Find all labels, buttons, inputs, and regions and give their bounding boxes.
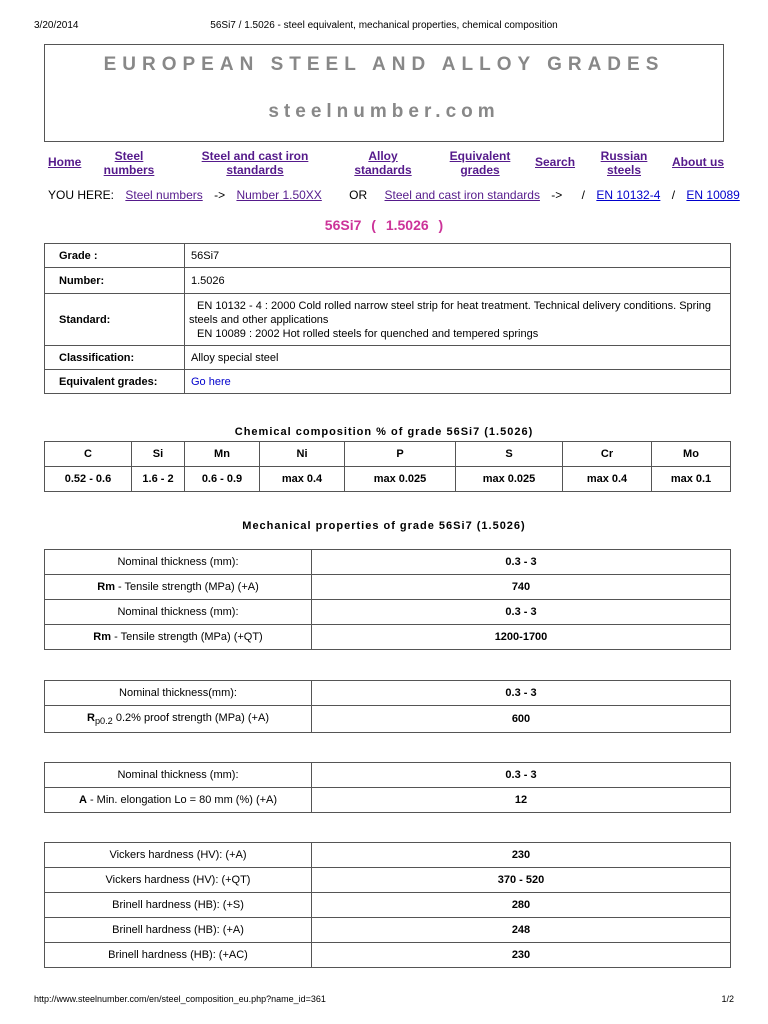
chem-caption: Chemical composition % of grade 56Si7 (1.5026) [234, 426, 534, 438]
chem-value-cell: max 0.025 [456, 467, 563, 492]
prop-subscript: p0.2 [94, 716, 113, 727]
breadcrumb-standards[interactable]: Steel and cast iron standards [384, 188, 540, 202]
prop-value: 0.3 - 3 [312, 681, 731, 706]
tensile-strength-table [44, 549, 731, 650]
nav-equivalent-grades[interactable]: Equivalent grades [449, 149, 511, 177]
prop-symbol: Rm [93, 631, 112, 643]
standard-value [185, 294, 731, 346]
classification-label: Classification: [45, 346, 185, 370]
breadcrumb-slash: / [581, 188, 585, 202]
print-footer-url: http://www.steelnumber.com/en/steel_composition_eu.php?name_id=361 [34, 994, 326, 1004]
prop-symbol: R [87, 711, 95, 724]
breadcrumb-arrow: -> [551, 188, 563, 202]
elongation-table [44, 762, 731, 813]
prop-label [45, 625, 312, 650]
prop-label: Brinell hardness (HB): (+AC) [45, 943, 312, 968]
chem-value-cell: 0.6 - 0.9 [185, 467, 260, 492]
prop-label [45, 575, 312, 600]
number-value: 1.5026 [185, 268, 731, 294]
standard-label: Standard: [45, 294, 185, 346]
prop-value: 230 [312, 843, 731, 868]
chem-header-cell: Si [132, 442, 185, 467]
classification-value: Alloy special steel [185, 346, 731, 370]
chem-header-cell: Mn [185, 442, 260, 467]
grade-value: 56Si7 [185, 244, 731, 268]
prop-label-text: - Tensile strength (MPa) (+A) [114, 581, 259, 593]
banner-domain: steelnumber.com [268, 101, 500, 122]
grade-label: Grade : [45, 244, 185, 268]
print-date: 3/20/2014 [34, 20, 79, 31]
nav-russian-steels[interactable]: Russian steels [600, 149, 648, 177]
breadcrumb-en10132[interactable]: EN 10132-4 [596, 188, 661, 202]
breadcrumb-en10089[interactable]: EN 10089 [686, 188, 740, 202]
prop-symbol: A [78, 794, 87, 806]
chem-value-cell: 1.6 - 2 [132, 467, 185, 492]
prop-label: Brinell hardness (HB): (+S) [45, 893, 312, 918]
chem-value-cell: max 0.4 [563, 467, 652, 492]
equivalent-label: Equivalent grades: [45, 370, 185, 394]
print-page-number: 1/2 [721, 994, 734, 1004]
prop-value: 0.3 - 3 [312, 550, 731, 575]
chem-value-cell: max 0.1 [652, 467, 731, 492]
prop-label: Nominal thickness (mm): [45, 550, 312, 575]
chemical-composition-table [44, 441, 731, 492]
chem-header-cell: P [345, 442, 456, 467]
breadcrumb-arrow: -> [214, 188, 226, 202]
breadcrumb-steel-numbers[interactable]: Steel numbers [125, 188, 203, 202]
prop-value: 370 - 520 [312, 868, 731, 893]
proof-strength-table [44, 680, 731, 733]
nav-search[interactable]: Search [535, 155, 576, 169]
chem-value-cell: max 0.025 [345, 467, 456, 492]
chem-value-cell: 0.52 - 0.6 [45, 467, 132, 492]
prop-label: Vickers hardness (HV): (+QT) [45, 868, 312, 893]
standard-en10132: EN 10132 - 4 : 2000 Cold rolled narrow steel strip for heat treatment. Technical delivery conditions. Spring steels and other applications [189, 299, 712, 326]
nav-steel-cast-iron[interactable]: Steel and cast iron standards [201, 149, 309, 177]
breadcrumb [48, 188, 748, 202]
prop-label [45, 788, 312, 813]
nav-home[interactable]: Home [48, 155, 82, 169]
prop-value: 740 [312, 575, 731, 600]
prop-label-text: 0.2% proof strength (MPa) (+A) [112, 711, 269, 724]
prop-label: Brinell hardness (HB): (+A) [45, 918, 312, 943]
prop-label: Nominal thickness(mm): [45, 681, 312, 706]
chem-header-cell: S [456, 442, 563, 467]
main-nav [0, 149, 768, 179]
mech-caption: Mechanical properties of grade 56Si7 (1.5026) [242, 520, 526, 532]
prop-label: Nominal thickness (mm): [45, 763, 312, 788]
prop-value: 0.3 - 3 [312, 763, 731, 788]
breadcrumb-prefix: YOU HERE: [48, 188, 115, 202]
nav-alloy-standards[interactable]: Alloy standards [354, 149, 412, 177]
nav-steel-numbers[interactable]: Steel numbers [103, 149, 155, 177]
prop-value: 230 [312, 943, 731, 968]
prop-value: 600 [312, 706, 731, 733]
chem-header-cell: C [45, 442, 132, 467]
standard-en10089: EN 10089 : 2002 Hot rolled steels for quenched and tempered springs [197, 327, 539, 340]
hardness-table [44, 842, 731, 968]
prop-value: 0.3 - 3 [312, 600, 731, 625]
grade-info-table [44, 243, 731, 394]
nav-about-us[interactable]: About us [672, 155, 724, 169]
breadcrumb-or: OR [349, 188, 368, 202]
site-banner [44, 44, 724, 142]
prop-symbol: Rm [97, 581, 115, 593]
grade-heading: 56Si7 ( 1.5026 ) [324, 217, 444, 233]
prop-label [45, 706, 312, 733]
number-label: Number: [45, 268, 185, 294]
banner-title: EUROPEAN STEEL AND ALLOY GRADES [103, 54, 665, 75]
print-page-title: 56Si7 / 1.5026 - steel equivalent, mechanical properties, chemical composition [210, 20, 558, 31]
breadcrumb-number[interactable]: Number 1.50XX [236, 188, 322, 202]
prop-value: 280 [312, 893, 731, 918]
prop-label-text: - Min. elongation Lo = 80 mm (%) (+A) [86, 794, 278, 806]
prop-label: Nominal thickness (mm): [45, 600, 312, 625]
prop-value: 248 [312, 918, 731, 943]
prop-value: 1200-1700 [312, 625, 731, 650]
chem-header-cell: Mo [652, 442, 731, 467]
chem-value-cell: max 0.4 [260, 467, 345, 492]
prop-label-text: - Tensile strength (MPa) (+QT) [111, 631, 263, 643]
chem-header-cell: Cr [563, 442, 652, 467]
prop-label: Vickers hardness (HV): (+A) [45, 843, 312, 868]
breadcrumb-slash: / [671, 188, 676, 202]
prop-value: 12 [312, 788, 731, 813]
chem-header-cell: Ni [260, 442, 345, 467]
equivalent-go-here-link[interactable]: Go here [191, 375, 231, 388]
